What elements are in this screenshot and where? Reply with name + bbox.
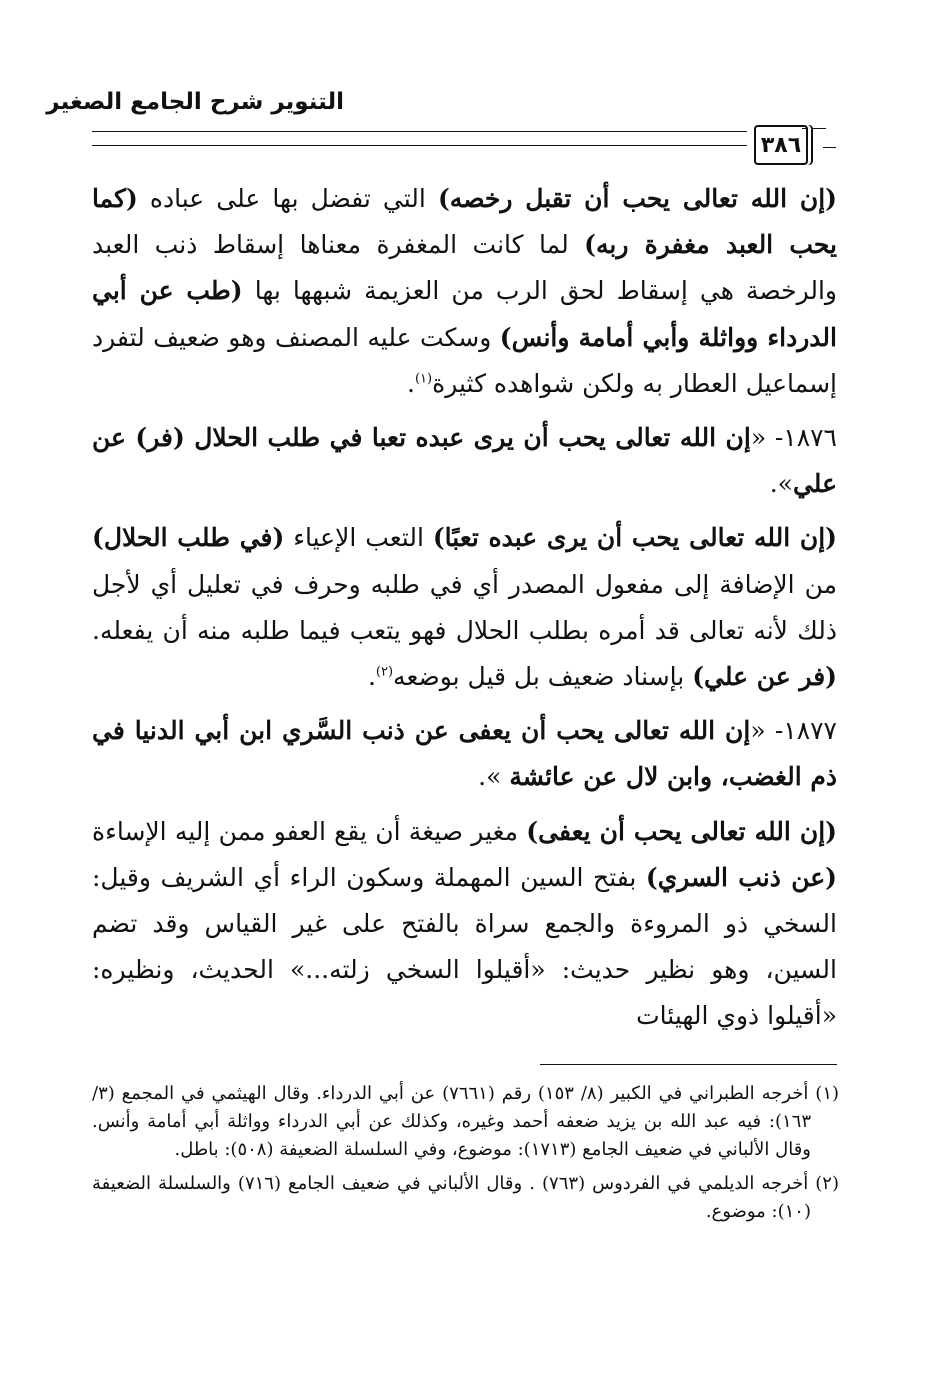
punctuation: ». xyxy=(769,469,793,499)
header-rule-top xyxy=(92,131,747,132)
punctuation: . xyxy=(367,662,376,692)
hadith-number: ١٨٧٧- « xyxy=(750,716,837,746)
matn-quote: (عن ذنب السري) xyxy=(645,862,837,892)
matn-quote: (إن الله تعالى يحب أن يرى عبده تعبًا) xyxy=(432,523,837,553)
header-rule-bottom xyxy=(92,145,747,146)
punctuation: . xyxy=(407,368,415,398)
sharh-text: بفتح السين المهملة وسكون الراء أي الشريف وقيل: السخي ذو المروءة والجمع سراة بالفتح على غير القياس وقد تضم السين، وهو نظير حديث: «أقيلوا السخي زلته...» الحديث، ونظيره: «أقيلوا ذوي الهيئات xyxy=(92,862,837,1031)
sharh-text: التي تفضل بها على عباده xyxy=(137,184,438,213)
header-rule-right-bottom xyxy=(823,147,836,148)
matn-quote: (إن الله تعالى يحب أن يعفى) xyxy=(526,816,837,846)
source-citation: (طب عن أبي الدرداء وواثلة وأبي أمامة وأنس) xyxy=(92,276,837,352)
sharh-text: لما كانت المغفرة معناها إسقاط ذنب العبد والرخصة هي إسقاط لحق الرب من العزيمة شبهها بها xyxy=(92,230,837,306)
hadith-1876 xyxy=(92,415,837,507)
footnote-1: (١) أخرجه الطبراني في الكبير (٨/ ١٥٣) رقم (٧٦٦١) عن أبي الدرداء. وقال الهيثمي في المجمع (٣/ ١٦٣): فيه عبد الله بن يزيد ضعفه أحمد وغيره، وكذلك عن أبي الدرداء وواثلة أبي أمامة وأنس. وقال الألباني في ضعيف الجامع (١٧١٣): موضوع، وفي السلسلة الضعيفة (٥٠٨): باطل. xyxy=(92,1083,840,1160)
matn-quote: (كما يحب العبد مغفرة ربه) xyxy=(92,184,837,260)
footnote-separator xyxy=(540,1064,837,1065)
commentary-paragraph-2 xyxy=(92,515,837,700)
footnote-ref-1[interactable]: (١) xyxy=(414,371,433,387)
sharh-text: بإسناد ضعيف بل قيل بوضعه xyxy=(393,662,693,692)
matn-quote: (إن الله تعالى يحب أن تقبل رخصه) xyxy=(437,184,837,213)
commentary-paragraph-3 xyxy=(92,809,837,1040)
footnotes xyxy=(92,1080,839,1232)
page-header-title: التنوير شرح الجامع الصغير xyxy=(46,89,344,115)
sharh-text: وسكت عليه المصنف وهو ضعيف لتفرد إسماعيل العطار به ولكن شواهده كثيرة xyxy=(92,322,837,398)
hadith-text: إن الله تعالى يحب أن يعفى عن ذنب السَّري ابن أبي الدنيا في ذم الغضب، وابن لال عن عائشة xyxy=(92,716,837,792)
page-number: ٣٨٦ xyxy=(754,125,808,165)
footnote-2: (٢) أخرجه الديلمي في الفردوس (٧٦٣) . وقال الألباني في ضعيف الجامع (٧١٦) والسلسلة الضعيفة (١٠): موضوع. xyxy=(92,1173,839,1222)
hadith-text: إن الله تعالى يحب أن يرى عبده تعبا في طلب الحلال (فر) عن علي xyxy=(92,423,837,499)
source-citation: (فر عن علي) xyxy=(692,662,837,692)
hadith-number: ١٨٧٦- « xyxy=(750,423,837,453)
sharh-text: التعب الإعياء xyxy=(284,523,433,553)
main-text xyxy=(92,176,837,1048)
footnote-ref-2[interactable]: (٢) xyxy=(375,664,394,680)
commentary-paragraph-1 xyxy=(92,176,837,407)
sharh-text: مغير صيغة أن يقع العفو ممن إليه الإساءة xyxy=(92,816,527,846)
punctuation: ». xyxy=(478,762,510,792)
matn-quote: (في طلب الحلال) xyxy=(92,523,285,553)
hadith-1877 xyxy=(92,708,837,800)
sharh-text: من الإضافة إلى مفعول المصدر أي في طلبه وحرف في تعليل أي لأجل ذلك لأنه تعالى قد أمره بطلب الحلال فهو يتعب فيما طلبه منه أن يفعله. xyxy=(92,569,837,645)
